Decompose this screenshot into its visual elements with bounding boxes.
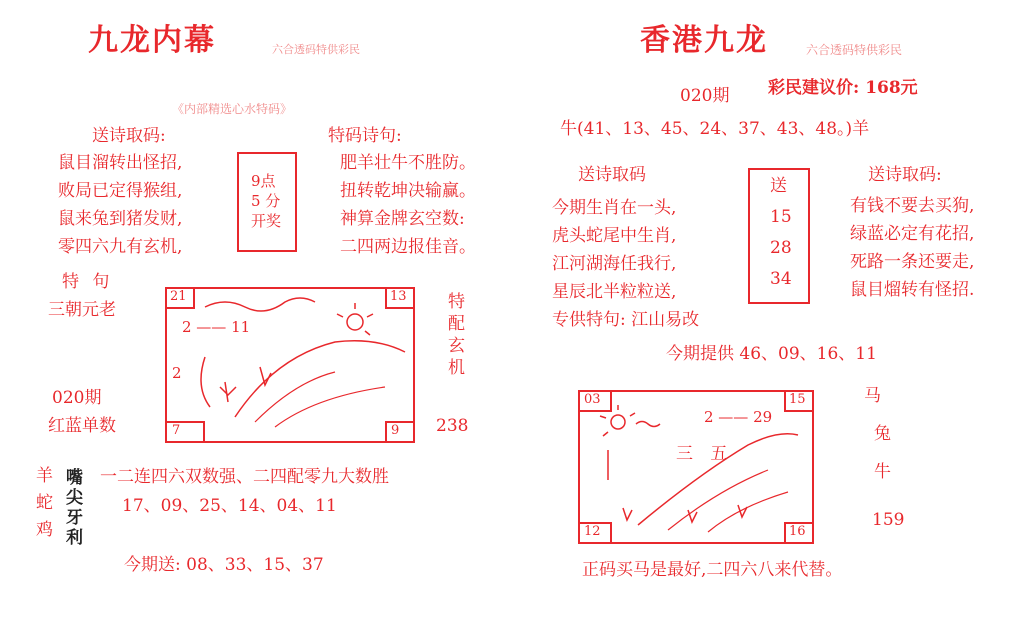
zodiac-char: 羊: [36, 466, 53, 486]
bottom-line: 正码买马是最好,二四六八来代替。: [582, 560, 843, 580]
poem-line: 星辰北半粒粒送,: [552, 282, 677, 302]
poem-line: 零四六九有玄机,: [58, 237, 183, 257]
right-number: 159: [872, 510, 905, 530]
send-box-item: 15: [770, 207, 792, 227]
right-send-poem-2: [850, 198, 974, 310]
left-send-poem: [58, 155, 182, 267]
left-note: 《内部精选心水特码》: [172, 102, 293, 116]
right-subtitle: 六合透码特供彩民: [806, 43, 903, 57]
pairing-number: 238: [436, 416, 469, 436]
pairing-char: 配: [448, 314, 465, 334]
numbers-line: 17、09、25、14、04、11: [122, 496, 337, 516]
pairing: [448, 294, 465, 382]
left-issue: 020期: [52, 388, 102, 408]
right-picture-chars: 三 五: [676, 444, 734, 464]
right-title: 香港九龙: [640, 23, 768, 58]
corner-number: 15: [789, 392, 806, 407]
poem-line: 扭转乾坤决输赢。: [340, 181, 476, 201]
today-provide: 今期提供 46、09、16、11: [666, 344, 877, 364]
right-picture-sketch: [578, 390, 810, 540]
right-send-poem: [552, 200, 699, 340]
poem-line: 死路一条还要走,: [850, 252, 975, 272]
corner-number: 13: [390, 289, 407, 304]
send-box-item: 34: [770, 269, 792, 289]
left-subtitle: 六合透码特供彩民: [272, 43, 360, 56]
sharp-char: 嘴: [66, 468, 83, 488]
right-send-poem-title-2: 送诗取码:: [868, 165, 942, 185]
poem-line: 肥羊壮牛不胜防。: [340, 153, 476, 173]
draw-time-line: 5 分: [251, 192, 281, 210]
draw-time-line: 开奖: [251, 212, 282, 230]
left-send-poem-title: 送诗取码:: [92, 126, 166, 146]
sharp-char: 利: [66, 528, 83, 548]
zodiac-column: [36, 468, 53, 549]
poem-line: 鼠来兔到猪发财,: [58, 209, 183, 229]
poem-line: 二四两边报佳音。: [340, 237, 476, 257]
left-special-poem: [340, 155, 476, 267]
sharp-tongue: [66, 470, 83, 550]
poem-line: 绿蓝必定有花招,: [850, 224, 975, 244]
right-issue: 020期: [680, 86, 730, 106]
right-zodiac-column: [864, 388, 891, 502]
special-sentence-label: 特 句: [62, 272, 114, 292]
hint-line: 一二连四六双数强、二四配零九大数胜: [100, 467, 389, 487]
poem-line: 鼠目溜转出怪招,: [58, 153, 183, 173]
pairing-char: 特: [448, 292, 465, 312]
poem-line: 江河湖海任我行,: [552, 254, 677, 274]
poem-line: 神算金牌玄空数:: [340, 209, 465, 229]
send-box-item: 送: [770, 176, 787, 196]
zodiac-char: 蛇: [36, 493, 53, 513]
corner-number: 9: [391, 423, 400, 438]
red-blue: 红蓝单数: [48, 416, 116, 436]
poem-line: 专供特句: 江山易改: [552, 310, 700, 330]
right-picture-text: 2 —— 29: [704, 408, 773, 426]
poem-line: 败局已定得猴组,: [58, 181, 183, 201]
corner-number: 7: [172, 423, 181, 438]
left-picture-text: 2 —— 11: [182, 318, 251, 336]
zodiac-char: 马: [864, 386, 881, 406]
pairing-char: 玄: [448, 336, 465, 356]
left-special-poem-title: 特码诗句:: [328, 126, 402, 146]
corner-number: 21: [170, 289, 187, 304]
send-box-item: 28: [770, 238, 792, 258]
poem-line: 虎头蛇尾中生肖,: [552, 226, 677, 246]
left-picture-sketch: [165, 287, 411, 439]
send-box-values: [770, 178, 792, 302]
poem-line: 有钱不要去买狗,: [850, 196, 975, 216]
special-sentence: 三朝元老: [48, 300, 116, 320]
draw-time: [251, 174, 281, 234]
corner-number: 16: [789, 524, 806, 539]
left-title: 九龙内幕: [88, 23, 216, 58]
poem-line: 鼠目熘转有怪招.: [850, 280, 975, 300]
corner-number: 03: [584, 392, 601, 407]
zodiac-char: 牛: [874, 462, 891, 482]
today-send: 今期送: 08、33、15、37: [124, 555, 324, 575]
left-picture-side: 2: [172, 364, 182, 382]
sharp-char: 牙: [66, 508, 83, 528]
zodiac-char: 鸡: [36, 520, 53, 540]
ox-line: 牛(41、13、45、24、37、43、48。)羊: [560, 119, 870, 139]
draw-time-line: 9点: [251, 172, 276, 190]
poem-line: 今期生肖在一头,: [552, 198, 677, 218]
sharp-char: 尖: [66, 488, 83, 508]
right-send-poem-title: 送诗取码: [578, 165, 646, 185]
zodiac-char: 兔: [874, 424, 891, 444]
pairing-char: 机: [448, 358, 465, 378]
price: 彩民建议价: 168元: [768, 78, 918, 98]
corner-number: 12: [584, 524, 601, 539]
